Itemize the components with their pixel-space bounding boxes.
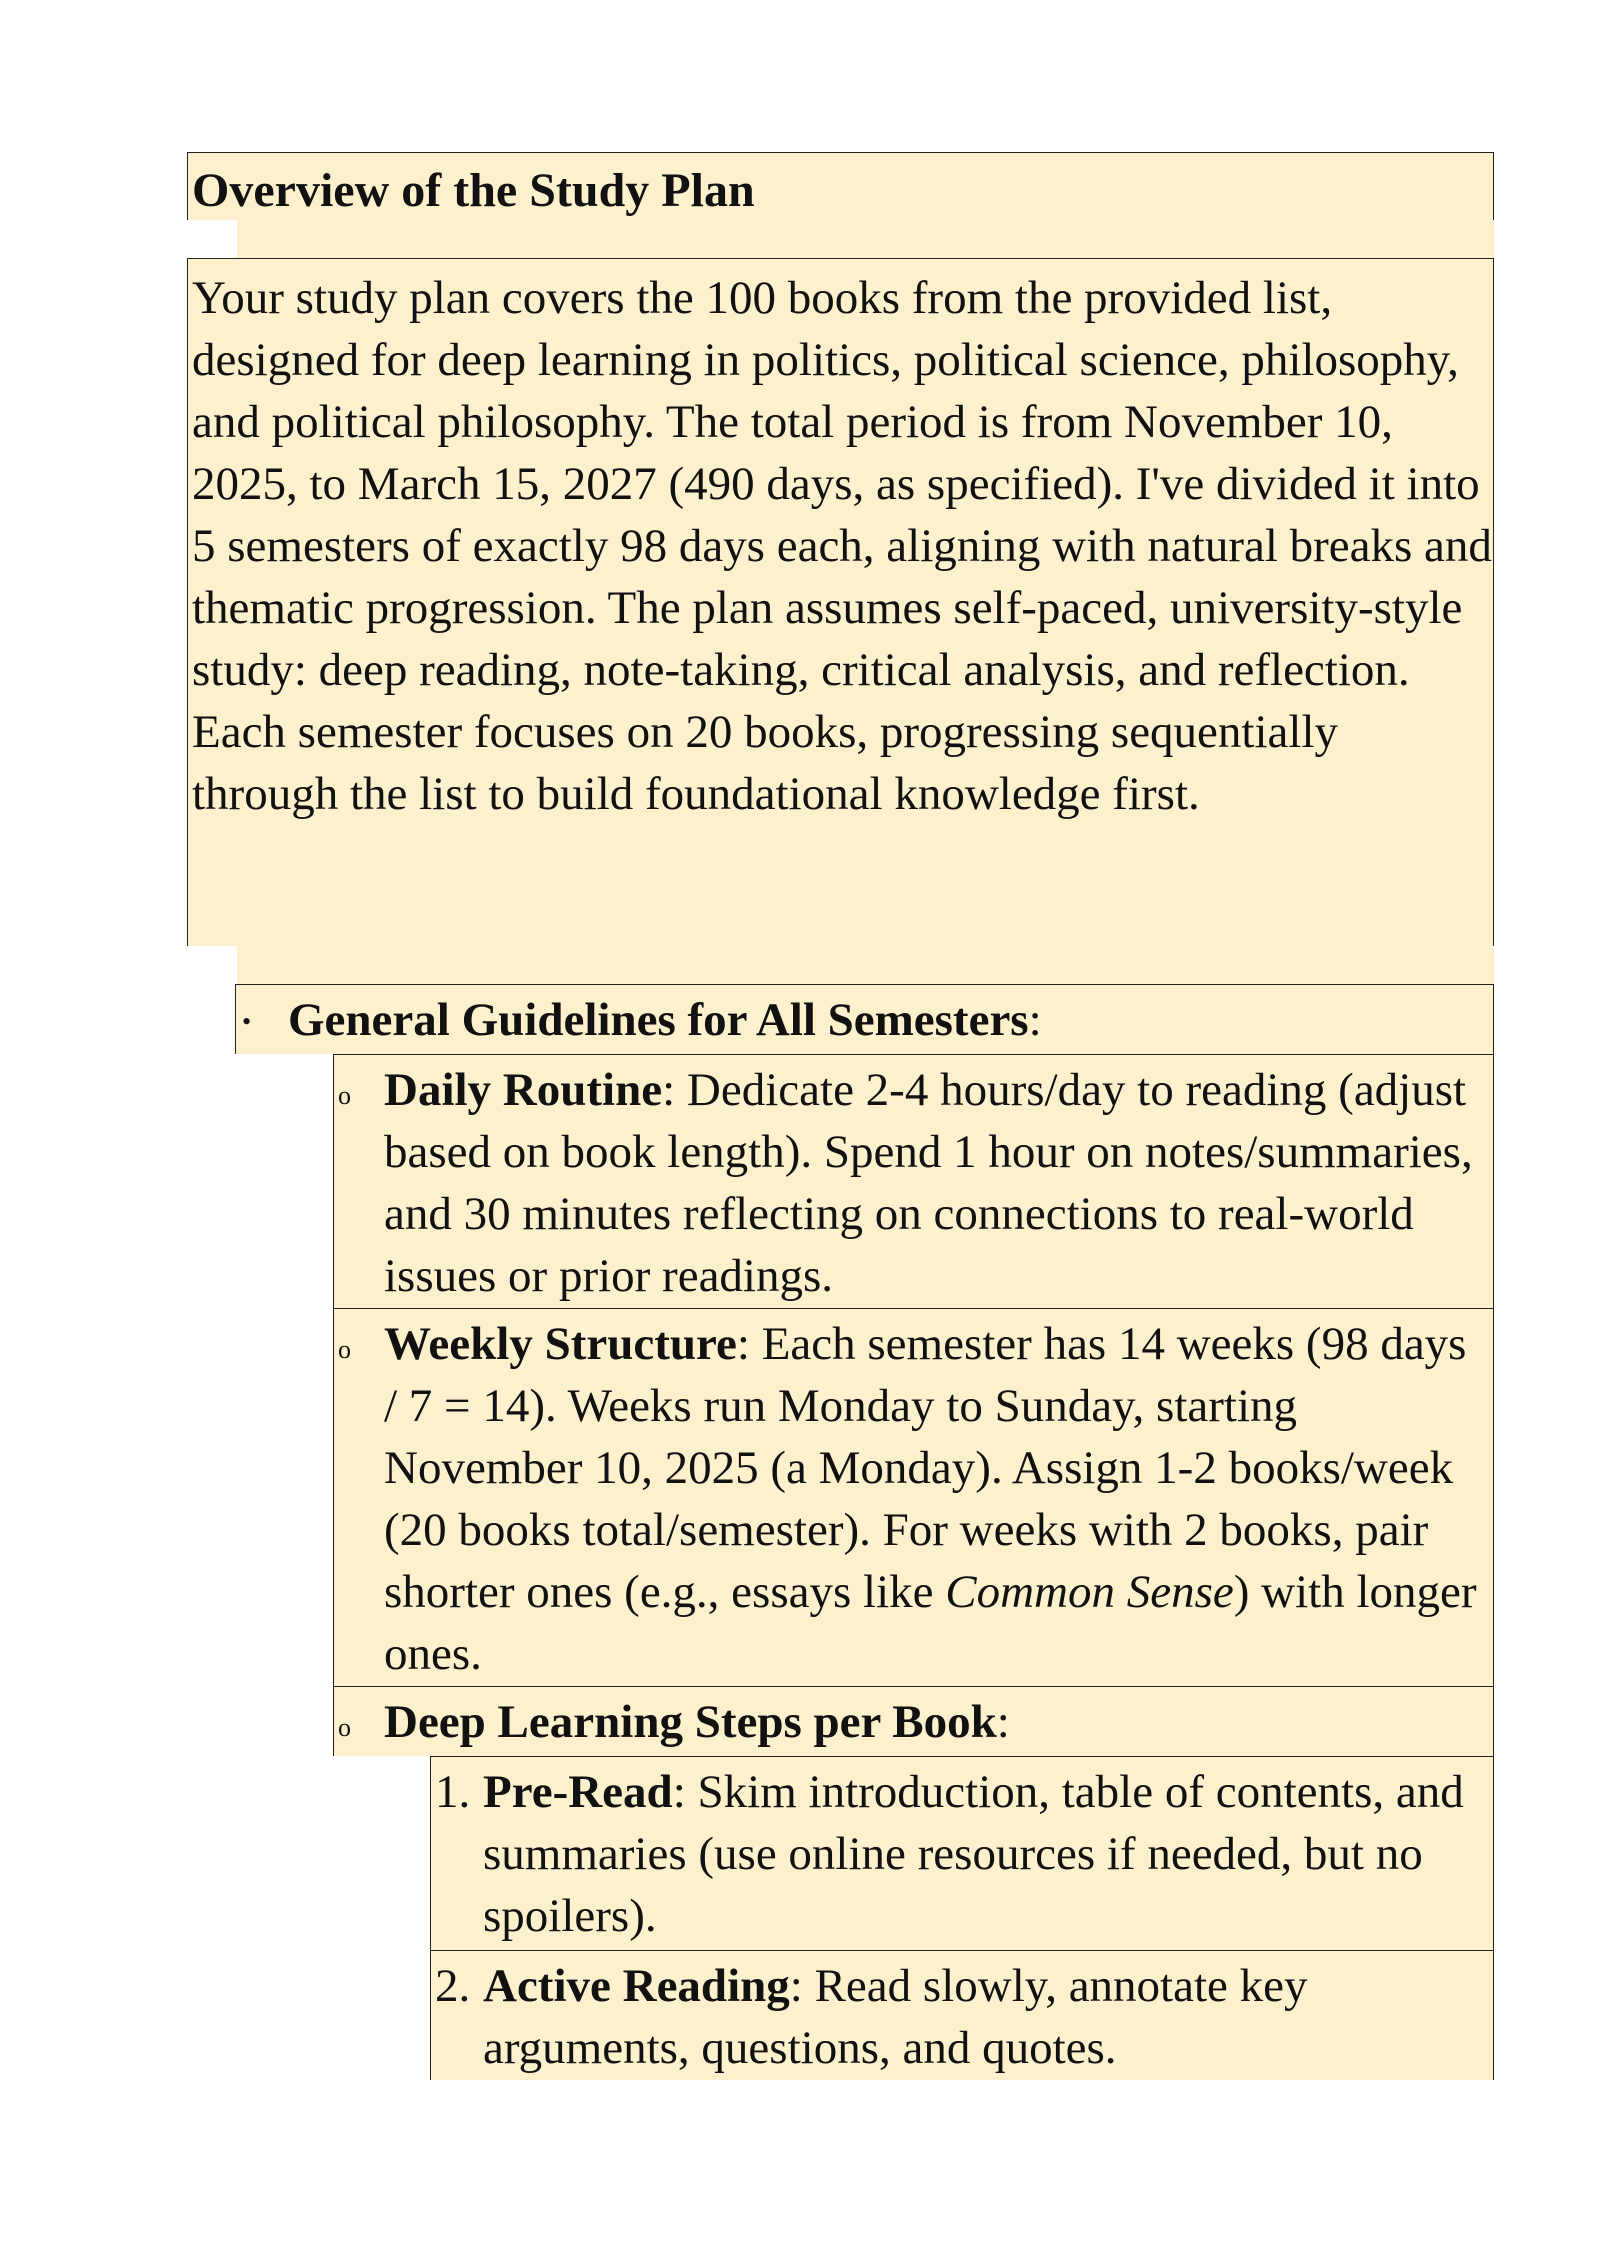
step-number: 1. — [435, 1766, 471, 1818]
deep-learning-label: Deep Learning Steps per Book — [384, 1696, 997, 1748]
overview-body-strip — [237, 946, 1494, 984]
guidelines-title-colon: : — [1028, 994, 1042, 1046]
weekly-structure-label: Weekly Structure — [384, 1318, 737, 1370]
daily-routine-text: Daily Routine: Dedicate 2-4 hours/day to reading (adjust based on book length). Spend 1 hour on notes/summaries, and 30 minutes reflecting on connections to real-world issues or prior readings. — [384, 1064, 1473, 1302]
bullet-icon: • — [242, 1007, 252, 1036]
pre-read-label: Pre-Read — [483, 1766, 673, 1818]
overview-body: Your study plan covers the 100 books from the provided list, designed for deep learning in politics, political science, philosophy, and political philosophy. The total period is from November 10, 2025, to March 15, 2027 (490 days, as specified). I've divided it into 5 semesters of exactly 98 days each, aligning with natural breaks and thematic progression. The plan assumes self-paced, university-style study: deep reading, note-taking, critical analysis, and reflection. Each semester focuses on 20 books, progressing sequentially through the list to build foundational knowledge first. — [192, 272, 1492, 820]
overview-title: Overview of the Study Plan — [192, 164, 755, 217]
step-active-reading — [430, 1950, 1494, 2080]
overview-title-strip — [237, 220, 1494, 258]
active-reading-label: Active Reading — [483, 1960, 790, 2012]
weekly-structure-item — [333, 1308, 1494, 1686]
active-reading-text: Active Reading: Read slowly, annotate key arguments, questions, and quotes. — [483, 1960, 1308, 2074]
overview-title-block — [187, 152, 1494, 220]
common-sense-title: Common Sense — [945, 1566, 1234, 1618]
daily-routine-item — [333, 1054, 1494, 1308]
step-number: 2. — [435, 1960, 471, 2012]
daily-routine-label: Daily Routine — [384, 1064, 663, 1116]
step-pre-read — [430, 1756, 1494, 1950]
sub-bullet-icon: o — [338, 1335, 351, 1364]
daily-routine-body: Dedicate 2-4 hours/day to reading (adjust based on book length). Spend 1 hour on notes/summaries, and 30 minutes reflecting on connections to real-world issues or prior readings. — [384, 1064, 1473, 1302]
pre-read-text: Pre-Read: Skim introduction, table of contents, and summaries (use online resources if needed, but no spoilers). — [483, 1766, 1464, 1942]
weekly-structure-body: Each semester has 14 weeks (98 days / 7 = 14). Weeks run Monday to Sunday, starting November 10, 2025 (a Monday). Assign 1-2 books/week (20 books total/semester). For weeks with 2 books, pair shorter ones (e.g., essays like — [384, 1318, 1467, 1618]
guidelines-heading — [288, 989, 1042, 1051]
deep-learning-text: Deep Learning Steps per Book: — [384, 1696, 1010, 1748]
guidelines-title: General Guidelines for All Semesters — [288, 994, 1029, 1046]
sub-bullet-icon: o — [338, 1713, 351, 1742]
weekly-structure-body-end: ) with longer ones. — [384, 1566, 1477, 1680]
guidelines-heading-block — [235, 984, 1494, 1054]
sub-bullet-icon: o — [338, 1081, 351, 1110]
overview-body-block — [187, 258, 1494, 946]
active-reading-body: Read slowly, annotate key arguments, questions, and quotes. — [483, 1960, 1308, 2074]
pre-read-body: Skim introduction, table of contents, and summaries (use online resources if needed, but no spoilers). — [483, 1766, 1464, 1942]
weekly-structure-text: Weekly Structure: Each semester has 14 weeks (98 days / 7 = 14). Weeks run Monday to Sunday, starting November 10, 2025 (a Monday). Assign 1-2 books/week (20 books total/semester). For weeks with 2 books, pair shorter ones (e.g., essays like Common Sense) with longer ones. — [384, 1318, 1477, 1680]
deep-learning-item — [333, 1686, 1494, 1756]
